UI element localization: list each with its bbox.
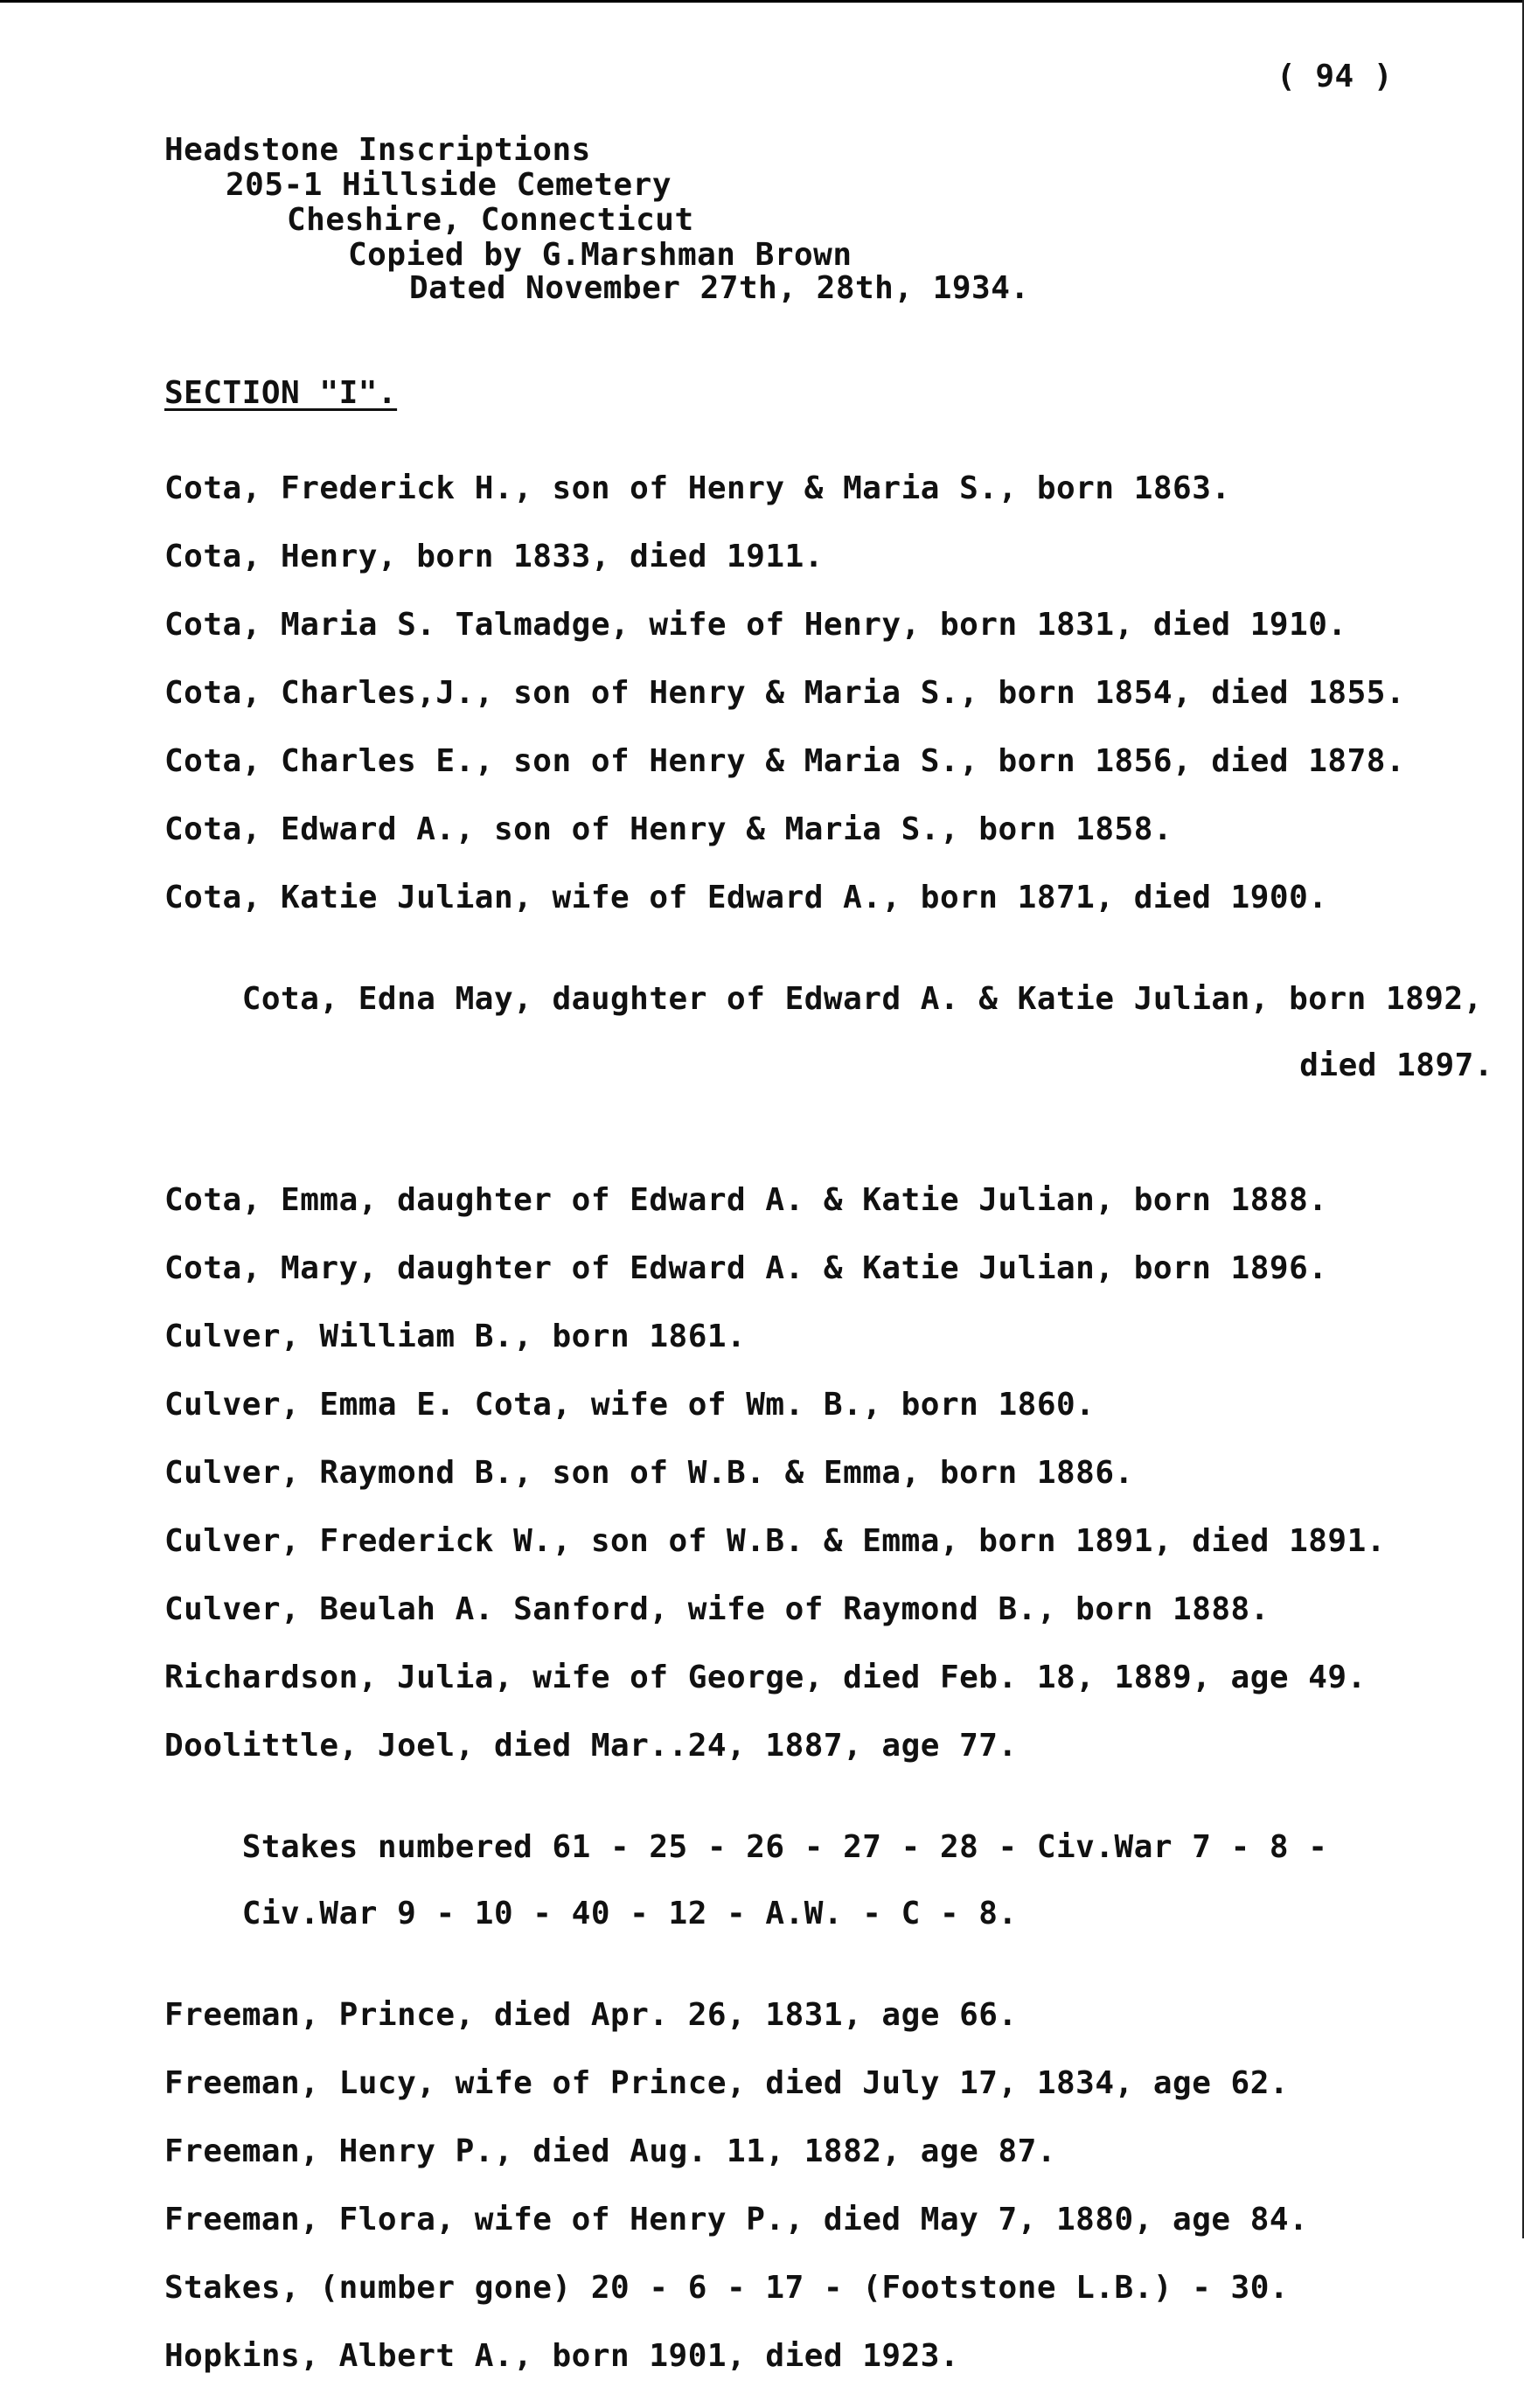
inscription-line: Cota, Edna May, daughter of Edward A. & Katie Julian, born 1892, — [241, 981, 1483, 1017]
inscription-entry-multiline — [164, 1798, 1493, 1964]
location: Cheshire, Connecticut — [287, 202, 694, 238]
inscription-entry: Hopkins, Albert A., born 1901, died 1923. — [164, 2338, 960, 2374]
inscription-entry: Cota, Charles E., son of Henry & Maria S., born 1856, died 1878. — [164, 743, 1406, 779]
inscription-entry: Cota, Maria S. Talmadge, wife of Henry, born 1831, died 1910. — [164, 607, 1347, 643]
inscription-line-2: Civ.War 9 - 10 - 40 - 12 - A.W. - C - 8. — [241, 1896, 1018, 1931]
inscription-entry: Cota, Mary, daughter of Edward A. & Katie Julian, born 1896. — [164, 1250, 1328, 1286]
inscription-entry: Stakes, (number gone) 20 - 6 - 17 - (Footstone L.B.) - 30. — [164, 2270, 1290, 2306]
inscription-entry: Doolittle, Joel, died Mar..24, 1887, age 77. — [164, 1728, 1018, 1764]
inscription-entry-multiline — [164, 950, 1493, 1149]
inscription-entry: Culver, Beulah A. Sanford, wife of Raymond B., born 1888. — [164, 1591, 1270, 1627]
inscription-line: Stakes numbered 61 - 25 - 26 - 27 - 28 - Civ.War 7 - 8 - — [241, 1829, 1328, 1865]
inscription-entry: Freeman, Flora, wife of Henry P., died May 7, 1880, age 84. — [164, 2202, 1309, 2237]
inscription-entry: Culver, Frederick W., son of W.B. & Emma, born 1891, died 1891. — [164, 1523, 1386, 1559]
inscription-entry: Culver, Emma E. Cota, wife of Wm. B., born 1860. — [164, 1387, 1096, 1423]
inscription-list — [164, 472, 1493, 2408]
copied-by: Copied by G.Marshman Brown — [348, 237, 852, 273]
inscription-entry: Cota, Frederick H., son of Henry & Maria S., born 1863. — [164, 470, 1231, 506]
inscription-entry: Richardson, Julia, wife of George, died Feb. 18, 1889, age 49. — [164, 1660, 1367, 1695]
inscription-entry: Freeman, Lucy, wife of Prince, died July 17, 1834, age 62. — [164, 2065, 1290, 2101]
inscription-entry: Freeman, Prince, died Apr. 26, 1831, age 66. — [164, 1997, 1018, 2033]
inscription-entry: Cota, Katie Julian, wife of Edward A., born 1871, died 1900. — [164, 880, 1328, 915]
page-number: ( 94 ) — [1277, 59, 1394, 94]
inscription-entry: Cota, Emma, daughter of Edward A. & Katie Julian, born 1888. — [164, 1182, 1328, 1218]
section-title: SECTION "I". — [164, 375, 398, 411]
inscription-entry: Cota, Edward A., son of Henry & Maria S., born 1858. — [164, 811, 1173, 847]
date-line: Dated November 27th, 28th, 1934. — [409, 270, 1030, 306]
inscription-entry: Cota, Henry, born 1833, died 1911. — [164, 539, 824, 574]
inscription-entry: Cota, Charles,J., son of Henry & Maria S., born 1854, died 1855. — [164, 675, 1406, 711]
inscription-continuation: died 1897. — [1299, 1047, 1493, 1083]
top-edge-rule — [0, 0, 1524, 3]
inscription-entry: Freeman, Henry P., died Aug. 11, 1882, age 87. — [164, 2133, 1056, 2169]
inscription-entry: Culver, William B., born 1861. — [164, 1319, 747, 1354]
inscription-entry: Culver, Raymond B., son of W.B. & Emma, born 1886. — [164, 1455, 1134, 1491]
document-title: Headstone Inscriptions — [164, 132, 591, 168]
cemetery-name: 205-1 Hillside Cemetery — [226, 167, 672, 203]
